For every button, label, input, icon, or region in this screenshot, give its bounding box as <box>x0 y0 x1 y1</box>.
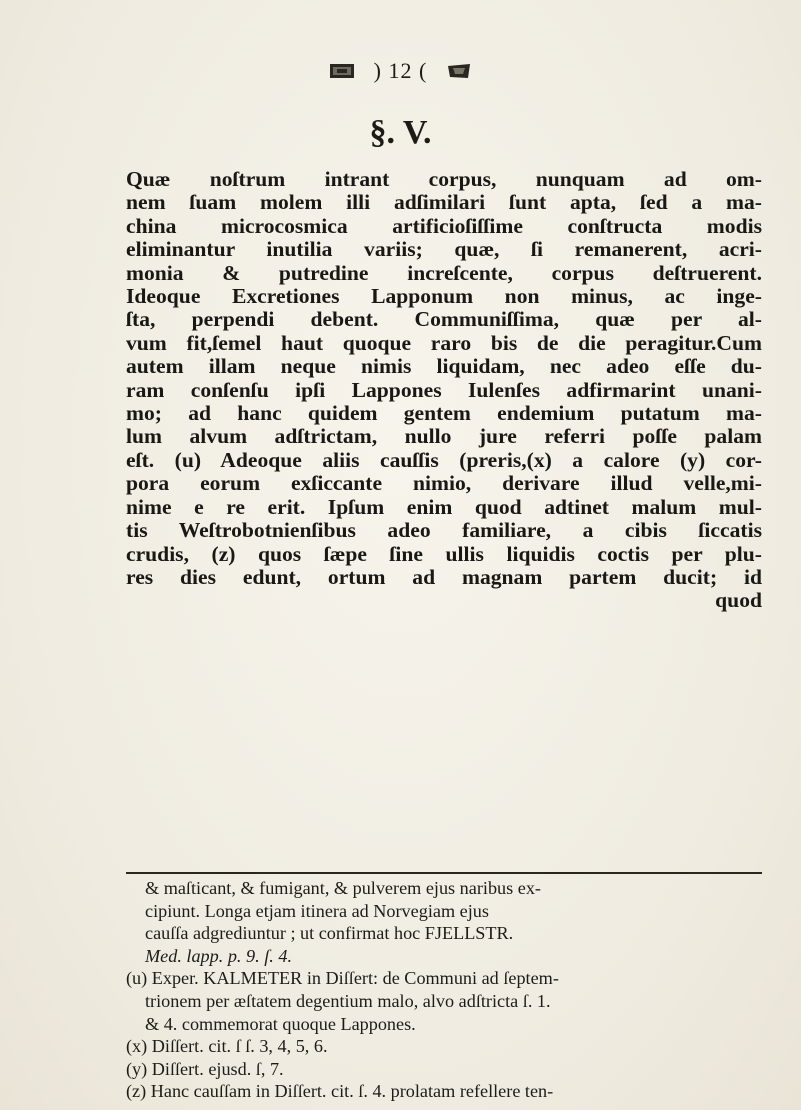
text-line: pora eorum exſiccante nimio, derivare illud velle,mi- <box>126 471 762 496</box>
footnote-line: cauſſa adgrediuntur ; ut confirmat hoc FJELLSTR. <box>145 923 514 944</box>
text-line: crudis, (z) quos ſæpe ſine ullis liquidis coctis per plu- <box>126 541 762 566</box>
text-line: monia & putredine increſcente, corpus deſtruerent. <box>126 260 762 285</box>
text-line: ram conſenſu ipſi Lappones Iulenſes adfirmarint unani- <box>126 377 762 402</box>
text-line: Quæ noſtrum intrant corpus, nunquam ad om- <box>126 167 762 191</box>
text-line: nem ſuam molem illi adſimilari ſunt apta, ſed a ma- <box>126 190 762 215</box>
footnote-line: trionem per æſtatem degentium malo, alvo adſtricta ſ. 1. <box>145 990 551 1011</box>
text-line: china microcosmica artificioſiſſime conſtructa modis <box>126 213 762 238</box>
page-number: ) 12 ( <box>373 58 428 83</box>
footnote-line: (y) Diſſert. ejusd. ſ, 7. <box>126 1058 284 1079</box>
text-line: nime e re erit. Ipſum enim quod adtinet malum mul- <box>126 494 762 519</box>
catchword: quod <box>715 588 762 613</box>
text-line: res dies edunt, ortum ad magnam partem ducit; id <box>126 564 762 589</box>
ornament-left-icon <box>329 62 355 80</box>
text-line: ſta, perpendi debent. Communiſſima, quæ per al- <box>126 307 762 332</box>
footnote-line: (z) Hanc cauſſam in Diſſert. cit. ſ. 4. prolatam refellere ten- <box>126 1081 554 1102</box>
running-header <box>0 56 801 84</box>
footnote-line: & 4. commemorat quoque Lappones. <box>145 1013 416 1034</box>
footnote-line: Med. lapp. p. 9. ſ. 4. <box>145 945 293 966</box>
footnotes <box>126 877 762 1103</box>
text-line: eſt. (u) Adeoque aliis cauſſis (preris,(x) a calore (y) cor- <box>126 447 762 472</box>
text-line: tis Weſtrobotnienſibus adeo familiare, a cibis ſiccatis <box>126 518 762 543</box>
text-line: vum fit,ſemel haut quoque raro bis de die peragitur.Cum <box>126 330 762 355</box>
footnote-line: cipiunt. Longa etjam itinera ad Norvegiam ejus <box>145 900 489 921</box>
text-line: lum alvum adſtrictam, nullo jure referri poſſe palam <box>126 424 762 449</box>
text-line: autem illam neque nimis liquidam, nec adeo eſſe du- <box>126 354 762 379</box>
text-line: mo; ad hanc quidem gentem endemium putatum ma- <box>126 401 762 426</box>
section-heading: §. V. <box>369 114 432 151</box>
main-text <box>126 168 762 613</box>
footnote-line: & maſticant, & fumigant, & pulverem ejus naribus ex- <box>145 878 541 898</box>
text-line: Ideoque Excretiones Lapponum non minus, ac inge- <box>126 284 762 309</box>
ornament-right-icon <box>446 62 472 80</box>
footnote-rule <box>126 872 762 874</box>
footnote-line: (x) Diſſert. cit. ſ ſ. 3, 4, 5, 6. <box>126 1036 328 1057</box>
text-line: eliminantur inutilia variis; quæ, ſi remanerent, acri- <box>126 237 762 262</box>
footnote-line: (u) Exper. KALMETER in Diſſert: de Communi ad ſeptem- <box>126 968 559 989</box>
